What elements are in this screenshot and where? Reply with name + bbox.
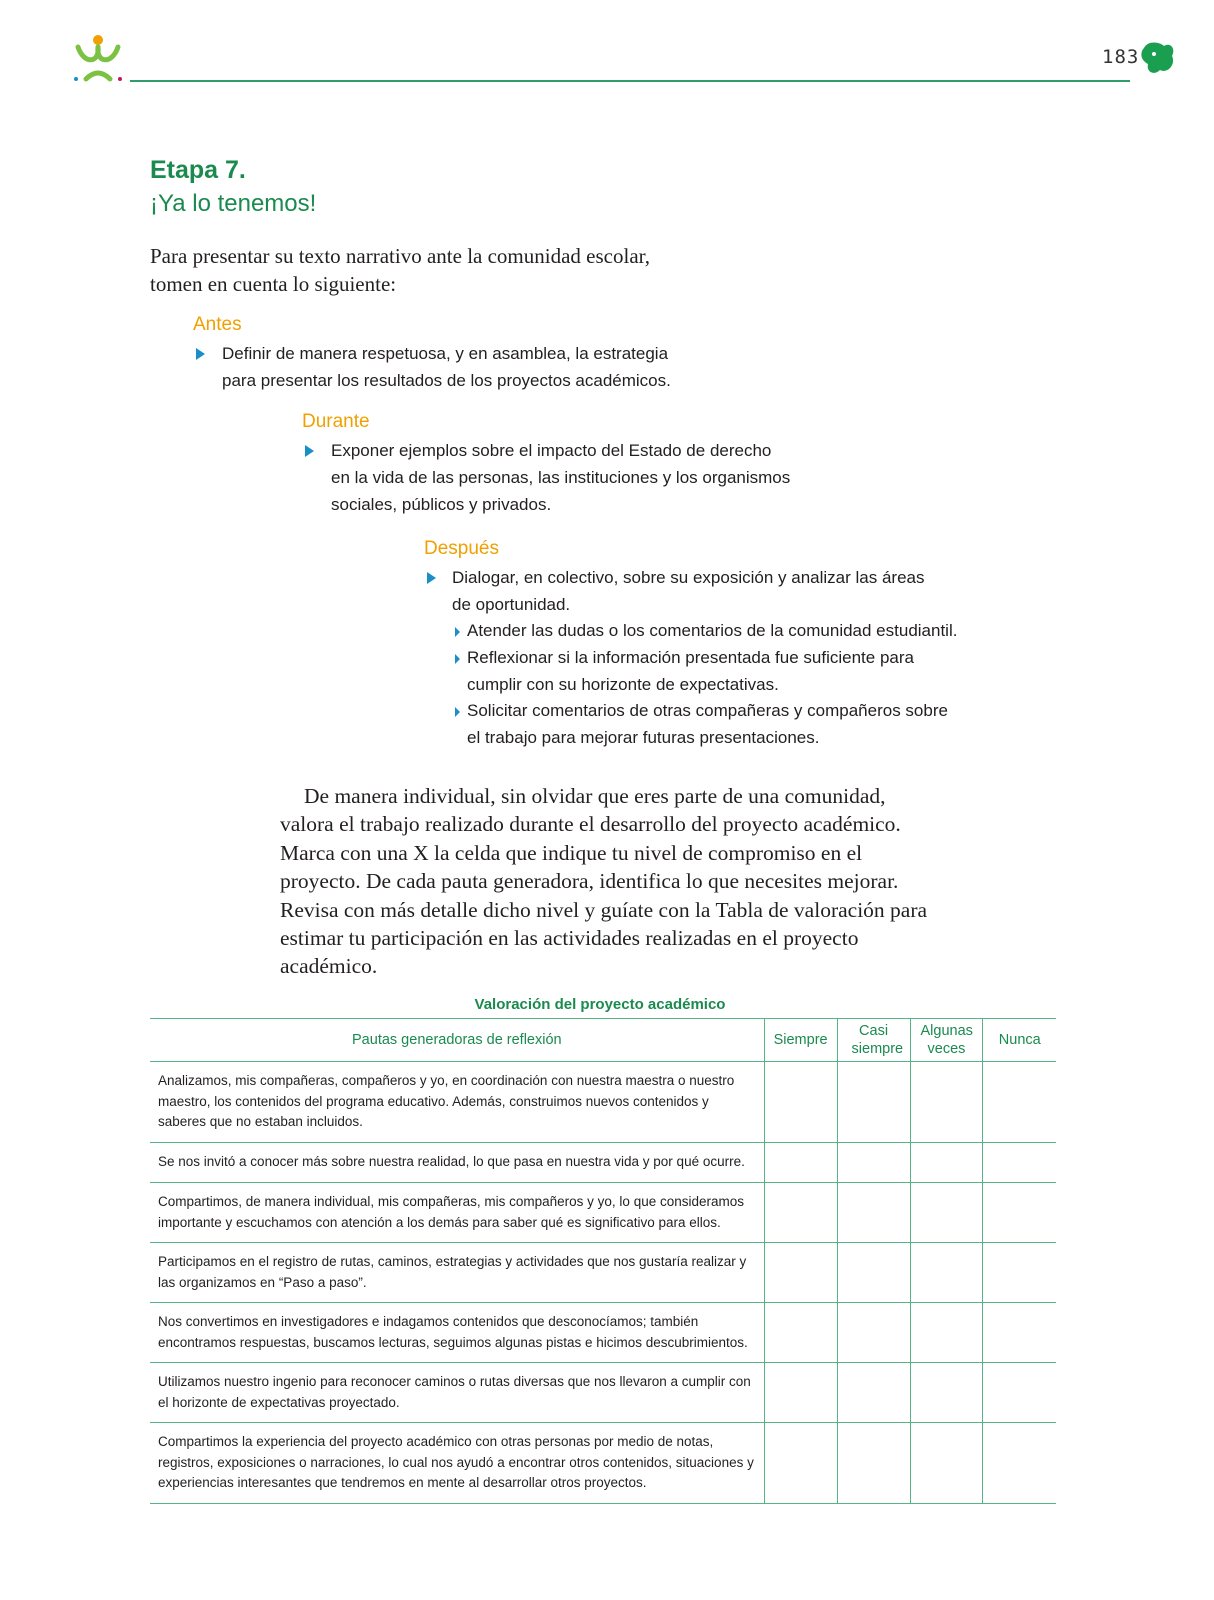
phase-durante-text: Exponer ejemplos sobre el impacto del Estado de derecho en la vida de las personas, las instituciones y los organismos sociales, públicos y privados. [331, 441, 791, 514]
table-row [150, 1303, 1056, 1363]
cell-nunca[interactable] [983, 1183, 1056, 1243]
instruction-paragraph: De manera individual, sin olvidar que eres parte de una comunidad, valora el trabajo realizado durante el desarrollo del proyecto académico. Marca con una X la celda que indique tu nivel de compromiso en el proyecto. De cada pauta generadora, identifica lo que necesites mejorar. Revisa con más detalle dicho nivel y guíate con la Tabla de valoración para estimar tu participación en las actividades realizadas en el proyecto académico. [280, 784, 928, 979]
cell-nunca[interactable] [983, 1423, 1056, 1504]
stage-title: Etapa 7. [150, 156, 246, 184]
pauta-text: Nos convertimos en investigadores e indagamos contenidos que desconocíamos; también encontramos respuestas, buscamos lecturas, seguimos algunas pistas e hicimos descubrimientos. [150, 1303, 764, 1363]
table-row [150, 1243, 1056, 1303]
sub-item-3: Solicitar comentarios de otras compañeras y compañeros sobre el trabajo para mejorar futuras presentaciones. [467, 701, 948, 747]
page-number: 183 [1102, 46, 1140, 68]
assessment-table [150, 1018, 1056, 1504]
table-row [150, 1062, 1056, 1143]
pauta-text: Compartimos la experiencia del proyecto académico con otras personas por medio de notas, registros, exposiciones o narraciones, lo cual nos ayudó a encontrar otros contenidos, situaciones y experiencias interesantes que tendremos en mente al desarrollar otros proyectos. [150, 1423, 764, 1504]
pauta-text: Compartimos, de manera individual, mis compañeras, mis compañeros y yo, lo que consideramos importante y escuchamos con atención a los demás para saber qué es significativo para ellos. [150, 1183, 764, 1243]
header-rule [130, 80, 1130, 82]
cell-casi-siempre[interactable] [837, 1143, 910, 1183]
header-nunca: Nunca [983, 1019, 1056, 1062]
bullet-icon [196, 348, 205, 360]
phase-despues-text: Dialogar, en colectivo, sobre su exposición y analizar las áreas de oportunidad. [452, 568, 925, 614]
phase-despues-label: Después [424, 538, 499, 559]
cell-siempre[interactable] [764, 1062, 837, 1143]
sub-bullet-icon [455, 654, 460, 664]
pauta-text: Se nos invitó a conocer más sobre nuestra realidad, lo que pasa en nuestra vida y por qué ocurre. [150, 1143, 764, 1183]
cell-casi-siempre[interactable] [837, 1243, 910, 1303]
bullet-icon [427, 572, 436, 584]
cell-casi-siempre[interactable] [837, 1062, 910, 1143]
cell-casi-siempre[interactable] [837, 1363, 910, 1423]
logo-icon [70, 33, 126, 85]
phase-durante-label: Durante [302, 411, 370, 432]
cell-algunas-veces[interactable] [910, 1183, 983, 1243]
sub-item-2: Reflexionar si la información presentada fue suficiente para cumplir con su horizonte de expectativas. [467, 648, 914, 694]
cell-casi-siempre[interactable] [837, 1423, 910, 1504]
decorative-blob-icon [1140, 40, 1176, 76]
cell-algunas-veces[interactable] [910, 1062, 983, 1143]
cell-nunca[interactable] [983, 1363, 1056, 1423]
header-casi-siempre: Casi siempre [837, 1019, 910, 1062]
bullet-icon [305, 445, 314, 457]
intro-paragraph: Para presentar su texto narrativo ante la comunidad escolar, tomen en cuenta lo siguiente: [150, 244, 651, 296]
cell-siempre[interactable] [764, 1303, 837, 1363]
sub-bullet-icon [455, 627, 460, 637]
table-title: Valoración del proyecto académico [474, 996, 726, 1013]
cell-nunca[interactable] [983, 1062, 1056, 1143]
cell-siempre[interactable] [764, 1243, 837, 1303]
cell-siempre[interactable] [764, 1183, 837, 1243]
cell-nunca[interactable] [983, 1243, 1056, 1303]
cell-nunca[interactable] [983, 1143, 1056, 1183]
table-row [150, 1183, 1056, 1243]
phase-antes-label: Antes [193, 314, 242, 335]
cell-algunas-veces[interactable] [910, 1423, 983, 1504]
phase-antes-text: Definir de manera respetuosa, y en asamblea, la estrategia para presentar los resultados de los proyectos académicos. [222, 344, 671, 390]
cell-algunas-veces[interactable] [910, 1143, 983, 1183]
table-row [150, 1143, 1056, 1183]
sub-bullet-icon [455, 707, 460, 717]
cell-siempre[interactable] [764, 1143, 837, 1183]
header-algunas-veces: Algunas veces [910, 1019, 983, 1062]
table-row [150, 1363, 1056, 1423]
cell-algunas-veces[interactable] [910, 1303, 983, 1363]
table-row [150, 1423, 1056, 1504]
cell-algunas-veces[interactable] [910, 1363, 983, 1423]
cell-casi-siempre[interactable] [837, 1183, 910, 1243]
stage-subtitle: ¡Ya lo tenemos! [150, 190, 317, 217]
pauta-text: Participamos en el registro de rutas, caminos, estrategias y actividades que nos gustaría realizar y las organizamos en “Paso a paso”. [150, 1243, 764, 1303]
table-header-row [150, 1019, 1056, 1062]
cell-nunca[interactable] [983, 1303, 1056, 1363]
header-pautas: Pautas generadoras de reflexión [150, 1019, 764, 1062]
header-siempre: Siempre [764, 1019, 837, 1062]
cell-algunas-veces[interactable] [910, 1243, 983, 1303]
cell-siempre[interactable] [764, 1423, 837, 1504]
pauta-text: Utilizamos nuestro ingenio para reconocer caminos o rutas diversas que nos llevaron a cumplir con el horizonte de expectativas proyectado. [150, 1363, 764, 1423]
cell-siempre[interactable] [764, 1363, 837, 1423]
sub-item-1: Atender las dudas o los comentarios de la comunidad estudiantil. [467, 621, 958, 640]
pauta-text: Analizamos, mis compañeras, compañeros y yo, en coordinación con nuestra maestra o nuestro maestro, los contenidos del programa educativo. Además, construimos nuevos contenidos y saberes que no estaban incluidos. [150, 1062, 764, 1143]
cell-casi-siempre[interactable] [837, 1303, 910, 1363]
